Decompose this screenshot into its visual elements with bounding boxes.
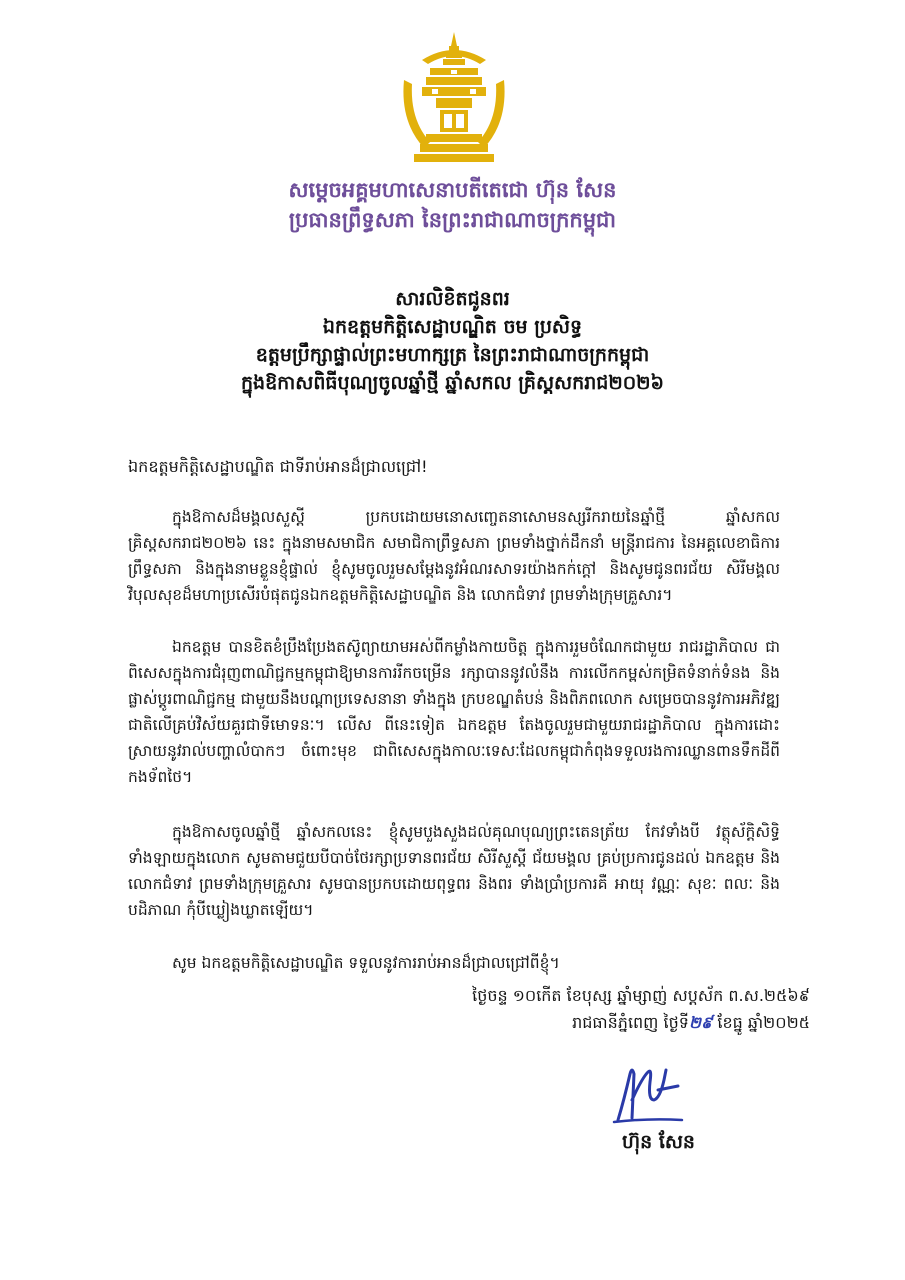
solar-date-suffix: ខែធ្នូ ឆ្នាំ២០២៥ — [712, 1013, 810, 1032]
signature — [608, 1060, 688, 1130]
signer-name: ហ៊ុន សែន — [622, 1131, 695, 1153]
handwritten-day: ២៩ — [688, 1013, 713, 1032]
lunar-date: ថ្ងៃចន្ទ ១០កើត ខែបុស្ស ឆ្នាំម្សាញ់ សប្តស័ក ព.ស.២៥៦៩ — [472, 986, 810, 1005]
paragraph-4: សូម ឯកឧត្តមកិត្តិសេដ្ឋាបណ្ឌិត ទទួលនូវការរាប់អានដ៏ជ្រាលជ្រៅពីខ្ញុំ។ — [172, 953, 560, 972]
solar-date-prefix: រាជធានីភ្នំពេញ ថ្ងៃទី — [572, 1013, 689, 1032]
date-block — [0, 982, 810, 1036]
issuer-position: ប្រធានព្រឹទ្ធសភា នៃព្រះរាជាណាចក្រកម្ពុជា — [288, 208, 617, 232]
paragraph-3: ក្នុងឱកាសចូលឆ្នាំថ្មី ឆ្នាំសកលនេះ ខ្ញុំសូមបួងសួងដល់គុណបុណ្យព្រះតេនត្រ័យ កែវទាំងបី វត្ថុស័ក្តិសិទ្ធិទាំងឡាយក្នុងលោក សូមតាមជួយបីបាច់ថែរក្សាប្រទានពរជ័យ សិរីសួស្តី ជ័យមង្គល គ្រប់ប្រការជូនដល់ ឯកឧត្តម និងលោកជំទាវ ព្រមទាំងក្រុមគ្រួសារ សូមបានប្រកបដោយពុទ្ធពរ និងពរ ទាំងប្រាំប្រការគឺ អាយុ វណ្ណៈ សុខៈ ពលៈ និងបដិភាណ កុំបីឃ្លៀងឃ្លាតឡើយ។ — [128, 822, 780, 919]
paragraph-2: ឯកឧត្តម បានខិតខំប្រឹងប្រែងតស៊ូព្យាយាមអស់ពីកម្លាំងកាយចិត្ត ក្នុងការរួមចំណែកជាមួយ រាជរដ្ឋាភិបាល ជាពិសេសក្នុងការជំរុញពាណិជ្ជកម្មកម្ពុជាឱ្យមានការរីកចម្រើន រក្សាបាននូវលំនឹង ការលើកកម្ពស់កម្រិតទំនាក់ទំនង និងផ្លាស់ប្តូរពាណិជ្ជកម្ម ជាមួយនឹងបណ្តាប្រទេសនានា ទាំងក្នុង ក្របខណ្ឌតំបន់ និងពិភពលោក សម្រេចបាននូវការអភិវឌ្ឍជាតិលើគ្រប់វិស័យគួរជាទីមោទនៈ។ លើស ពីនេះទៀត ឯកឧត្តម តែងចូលរួមជាមួយរាជរដ្ឋាភិបាល ក្នុងការដោះស្រាយនូវរាល់បញ្ហាលំបាកៗ ចំពោះមុខ ជាពិសេសក្នុងកាលៈទេសៈដែលកម្ពុជាកំពុងទទួលរងការឈ្លានពានទឹកដីពីកងទ័ពថៃ។ — [128, 637, 780, 786]
issuer-name: សម្តេចអគ្គមហាសេនាបតីតេជោ ហ៊ុន សែន — [288, 178, 617, 202]
letter-title — [0, 285, 905, 397]
salutation: ឯកឧត្តមកិត្តិសេដ្ឋាបណ្ឌិត ជាទីរាប់អានដ៏ជ្រាលជ្រៅ! — [128, 457, 428, 476]
title-line-1: សារលិខិតជូនពរ — [395, 288, 510, 310]
senate-emblem-logo — [400, 30, 508, 170]
title-line-4: ក្នុងឱកាសពិធីបុណ្យចូលឆ្នាំថ្មី ឆ្នាំសកល គ្រិស្តសករាជ២០២៦ — [240, 372, 664, 394]
paragraph-1: ក្នុងឱកាសដ៏មង្គលសួស្តី ប្រកបដោយមនោសញ្ចេតនាសោមនស្សរីករាយនៃឆ្នាំថ្មី ឆ្នាំសកល គ្រិស្តសករាជ២០២៦ នេះ ក្នុងនាមសមាជិក សមាជិកាព្រឹទ្ធសភា ព្រមទាំងថ្នាក់ដឹកនាំ មន្ត្រីរាជការ នៃអគ្គលេខាធិការព្រឹទ្ធសភា និងក្នុងនាមខ្លួនខ្ញុំផ្ទាល់ ខ្ញុំសូមចូលរួមសម្តែងនូវអំណរសាទរយ៉ាងកក់ក្តៅ និងសូមជូនពរជ័យ សិរីមង្គល វិបុលសុខដ៏មហាប្រសើរបំផុតជូនឯកឧត្តមកិត្តិសេដ្ឋាបណ្ឌិត និង លោកជំទាវ ព្រមទាំងក្រុមគ្រួសារ។ — [128, 507, 780, 604]
title-line-2: ឯកឧត្តមកិត្តិសេដ្ឋាបណ្ឌិត ចម ប្រសិទ្ធ — [322, 316, 583, 338]
title-line-3: ឧត្តមប្រឹក្សាផ្ទាល់ព្រះមហាក្សត្រ នៃព្រះរាជាណាចក្រកម្ពុជា — [255, 344, 650, 366]
solar-date — [0, 1009, 810, 1036]
